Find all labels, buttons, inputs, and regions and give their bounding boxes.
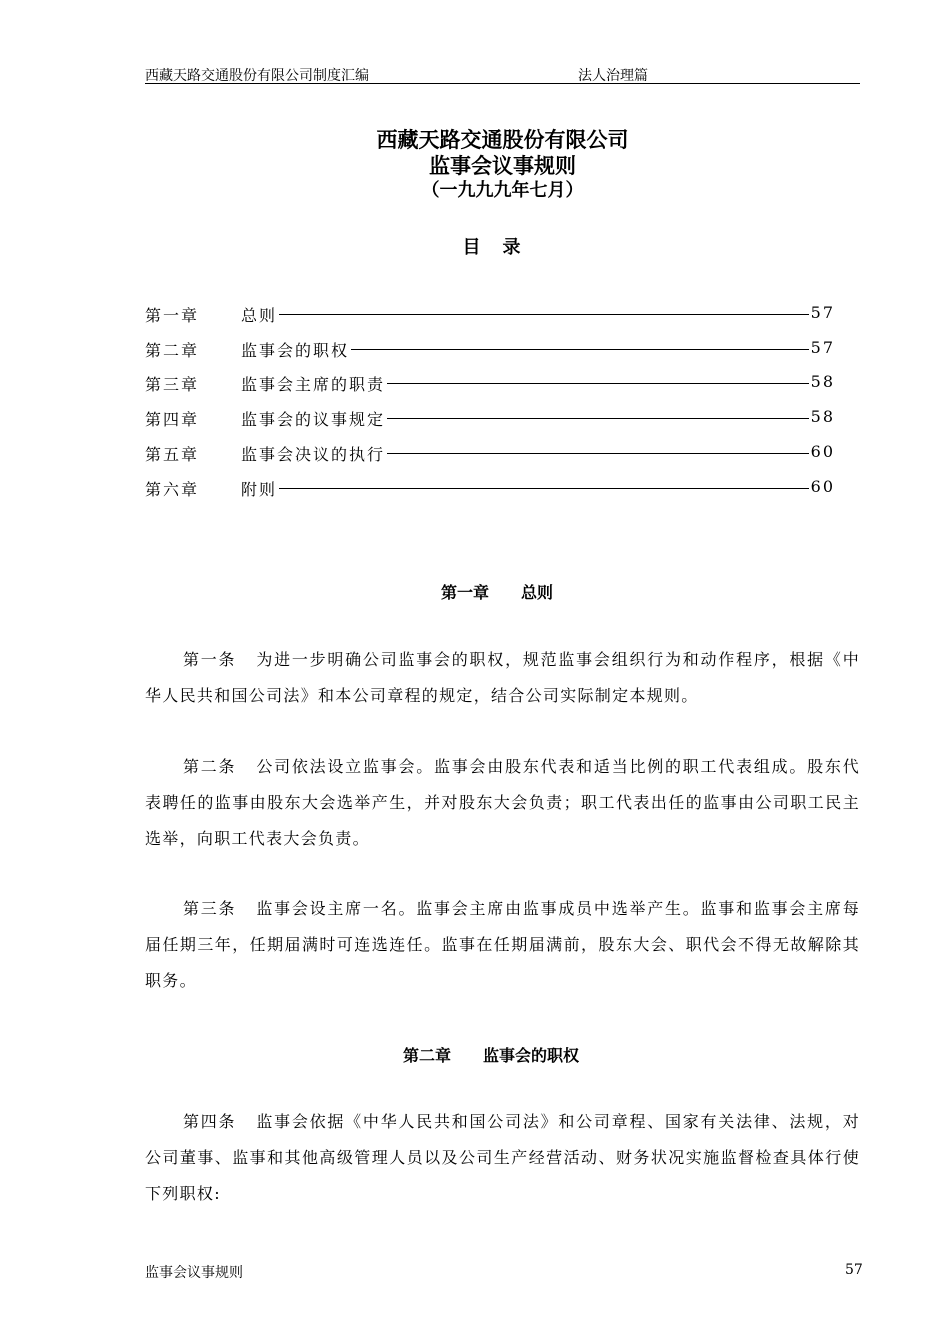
chapter-number: 第一章: [441, 583, 490, 602]
toc-leader: [279, 488, 809, 489]
chapter-2-heading: [403, 1043, 579, 1066]
toc-item[interactable]: [145, 442, 835, 466]
toc-chapter: 第五章: [145, 445, 200, 464]
toc-leader: [387, 383, 809, 384]
toc-leader: [387, 418, 809, 419]
document-title: 监事会议事规则: [429, 154, 576, 178]
toc-item[interactable]: [145, 372, 835, 396]
toc-chapter: 第四章: [145, 410, 200, 429]
article-2: [145, 749, 860, 857]
toc-title: 附则: [241, 480, 278, 499]
running-header-left: 西藏天路交通股份有限公司制度汇编: [145, 68, 369, 84]
toc-item[interactable]: [145, 303, 835, 327]
toc-heading: 目录: [462, 237, 543, 258]
toc-leader: [279, 314, 809, 315]
article-text: 为进一步明确公司监事会的职权，规范监事会组织行为和动作程序，根据《中华人民共和国公司法》和本公司章程的规定，结合公司实际制定本规则。: [145, 650, 860, 705]
chapter-number: 第二章: [403, 1046, 452, 1065]
article-text: 监事会依据《中华人民共和国公司法》和公司章程、国家有关法律、法规，对公司董事、监事和其他高级管理人员以及公司生产经营活动、财务状况实施监督检查具体行使下列职权:: [145, 1112, 860, 1203]
toc-title: 监事会的议事规定: [241, 410, 386, 429]
toc-page: 57: [810, 338, 835, 357]
article-3: [145, 891, 860, 999]
toc-page: 60: [810, 442, 835, 461]
page-number: 57: [845, 1262, 863, 1278]
toc-chapter: 第六章: [145, 480, 200, 499]
header-rule: [145, 83, 860, 84]
article-text: 公司依法设立监事会。监事会由股东代表和适当比例的职工代表组成。股东代表聘任的监事由股东大会选举产生，并对股东大会负责；职工代表出任的监事由公司职工民主选举，向职工代表大会负责。: [145, 757, 860, 848]
toc-page: 58: [810, 372, 835, 391]
document-date: （一九九九年七月）: [421, 180, 584, 201]
toc-chapter: 第一章: [145, 306, 200, 325]
article-4: [145, 1104, 860, 1212]
toc-title: 监事会决议的执行: [241, 445, 386, 464]
toc-title: 监事会主席的职责: [241, 375, 386, 394]
toc-leader: [387, 453, 809, 454]
toc-page: 58: [810, 407, 835, 426]
toc-chapter: 第二章: [145, 341, 200, 360]
toc-item[interactable]: [145, 407, 835, 431]
toc-item[interactable]: [145, 477, 835, 501]
toc-title: 总则: [241, 306, 278, 325]
chapter-title: 监事会的职权: [483, 1046, 580, 1065]
running-footer-left: 监事会议事规则: [145, 1265, 243, 1281]
article-1: [145, 642, 860, 714]
running-header-right: 法人治理篇: [578, 68, 648, 84]
toc-page: 60: [810, 477, 835, 496]
article-label: 第四条: [183, 1112, 237, 1131]
chapter-1-heading: [441, 580, 553, 603]
toc-title: 监事会的职权: [241, 341, 350, 360]
article-label: 第一条: [183, 650, 237, 669]
company-title: 西藏天路交通股份有限公司: [376, 128, 629, 152]
article-text: 监事会设主席一名。监事会主席由监事成员中选举产生。监事和监事会主席每届任期三年，任期届满时可连选连任。监事在任期届满前，股东大会、职代会不得无故解除其职务。: [145, 899, 860, 990]
article-label: 第二条: [183, 757, 237, 776]
article-label: 第三条: [183, 899, 237, 918]
toc-chapter: 第三章: [145, 375, 200, 394]
toc-page: 57: [810, 303, 835, 322]
chapter-title: 总则: [521, 583, 554, 602]
toc-leader: [351, 349, 809, 350]
toc-item[interactable]: [145, 338, 835, 362]
